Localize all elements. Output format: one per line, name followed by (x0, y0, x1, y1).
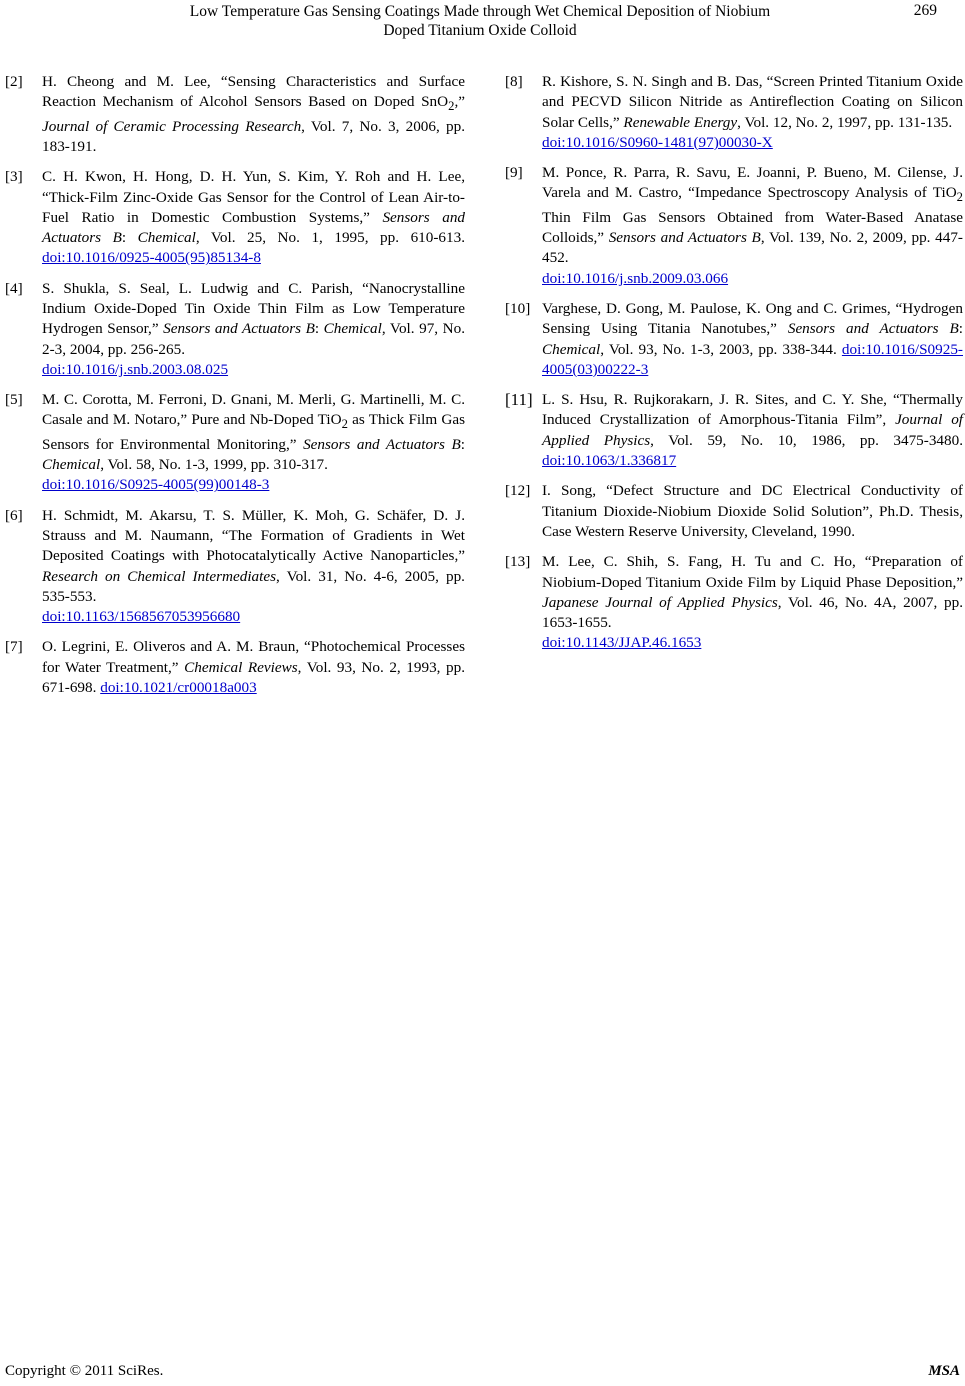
reference-text: H. Schmidt, M. Akarsu, T. S. Müller, K. Moh, G. Schäfer, D. J. Strauss and M. Naumann, “The Formation of Gradients in Wet Deposited Coatings with Photocatalytically Active Nanoparticles,” (42, 506, 465, 565)
journal-section: Chemical (42, 456, 101, 474)
doi-link[interactable]: doi:10.1063/1.336817 (542, 452, 677, 470)
reference-number: [12] (505, 482, 531, 500)
reference-text: ,” (454, 93, 465, 111)
reference-number: [8] (505, 73, 523, 90)
reference-text: R. Kishore, S. N. Singh and B. Das, “Screen Printed Titanium Oxide and PECVD Silicon Nitride as Antireflection Coating on Silicon Solar Cells,” (542, 73, 963, 131)
journal-name: Sensors and Actuators B (787, 320, 959, 338)
separator: : (121, 229, 138, 247)
reference-number: [2] (5, 73, 23, 90)
reference-2 (5, 72, 465, 157)
journal-name: Journal of Ceramic Processing Research (42, 117, 302, 135)
doi-link[interactable]: doi:10.1163/1568567053956680 (42, 608, 241, 626)
journal-name: Journal of Applied Physics (542, 411, 964, 449)
reference-7 (5, 637, 465, 698)
reference-number: [13] (505, 553, 531, 571)
journal-section: Chemical (542, 340, 601, 358)
journal-name: Sensors and Actuators B (163, 320, 315, 338)
doi-link[interactable]: doi:10.1016/j.snb.2003.08.025 (42, 360, 229, 378)
references-left-column (5, 72, 465, 708)
separator: : (460, 435, 465, 453)
doi-link[interactable]: doi:10.1016/S0960-1481(97)00030-X (542, 133, 773, 151)
reference-number: [5] (5, 391, 23, 409)
reference-9 (505, 163, 963, 289)
journal-section: Chemical (137, 229, 196, 247)
page-number: 269 (913, 2, 937, 19)
reference-details: , Vol. 31, No. 4-6, 2005, pp. 535-553. (42, 567, 465, 605)
journal-name: Japanese Journal of Applied Physics (542, 593, 778, 611)
doi-link[interactable]: doi:10.1143/JJAP.46.1653 (542, 634, 702, 652)
copyright-notice: Copyright © 2011 SciRes. (5, 1363, 164, 1379)
reference-5 (5, 390, 465, 496)
page-header (0, 0, 965, 44)
reference-13 (505, 552, 963, 653)
reference-details: , Vol. 59, No. 10, 1986, pp. 3475-3480. (650, 431, 963, 449)
running-title-line1: Low Temperature Gas Sensing Coatings Made through Wet Chemical Deposition of Niobium (189, 3, 771, 20)
doi-link[interactable]: doi:10.1016/0925-4005(95)85134-8 (42, 249, 261, 267)
reference-8 (505, 72, 963, 153)
subscript: 2 (448, 99, 455, 114)
reference-number: [3] (5, 168, 23, 186)
reference-12 (505, 481, 963, 542)
doi-link[interactable]: doi:10.1021/cr00018a003 (100, 679, 257, 697)
reference-number: [10] (505, 300, 531, 317)
reference-details: , Vol. 12, No. 2, 1997, pp. 131-135. (737, 113, 953, 131)
reference-details: , Vol. 93, No. 1-3, 2003, pp. 338-344. (600, 340, 842, 358)
journal-abbreviation: MSA (928, 1363, 960, 1379)
reference-number: [6] (5, 506, 23, 524)
reference-text: C. H. Kwon, H. Hong, D. H. Yun, S. Kim, Y. Roh and H. Lee, “Thick-Film Zinc-Oxide Gas Sensor for the Control of Lean Air-to-Fuel Ratio in Domestic Combustion Systems,” (42, 168, 465, 226)
reference-text: as Thick Film Gas Sensors for Environmental Monitoring,” (42, 411, 465, 453)
reference-text: M. Ponce, R. Parra, R. Savu, E. Joanni, P. Bueno, M. Cilense, J. Varela and M. Castro, “Impedance Spectroscopy Analysis of TiO (542, 164, 963, 202)
reference-text: Varghese, D. Gong, M. Paulose, K. Ong and C. Grimes, “Hydrogen Sensing Using Titania Nanotubes,” (542, 300, 963, 338)
reference-details: , Vol. 93, No. 2, 1993, pp. 671-698. (42, 658, 465, 697)
separator: : (958, 320, 963, 338)
reference-text: S. Shukla, S. Seal, L. Ludwig and C. Parish, “Nanocrystalline Indium Oxide-Doped Tin Oxide Thin Film as Low Temperature Hydrogen Sensor,” (42, 279, 465, 338)
reference-text: I. Song, “Defect Structure and DC Electrical Conductivity of Titanium Dioxide-Niobium Dioxide Solid Solution”, Ph.D. Thesis, Case Western Reserve University, Cleveland, 1990. (542, 482, 963, 540)
reference-text: L. S. Hsu, R. Rujkorakarn, J. R. Sites, and C. Y. She, “Thermally Induced Crystallization of Amorphous-Titania Film”, (542, 391, 963, 429)
reference-text: M. C. Corotta, M. Ferroni, D. Gnani, M. Merli, G. Martinelli, M. C. Casale and M. Notaro,” Pure and Nb-Doped TiO (42, 391, 465, 429)
journal-name: Sensors and Actuators B (303, 435, 461, 453)
reference-text: M. Lee, C. Shih, S. Fang, H. Tu and C. Ho, “Preparation of Niobium-Doped Titanium Oxide Film by Liquid Phase Deposition,” (542, 553, 963, 591)
reference-4 (5, 279, 465, 380)
separator: : (314, 320, 324, 338)
journal-section: Chemical (323, 320, 382, 338)
journal-name: Chemical Reviews (184, 658, 298, 676)
reference-details: , Vol. 7, No. 3, 2006, pp. 183-191. (42, 117, 466, 155)
reference-11 (505, 390, 963, 471)
reference-text: H. Cheong and M. Lee, “Sensing Characteristics and Surface Reaction Mechanism of Alcohol Sensors Based on Doped SnO (42, 73, 465, 111)
reference-number: [9] (505, 164, 523, 182)
journal-name: Renewable Energy (623, 113, 738, 131)
references-right-column (505, 72, 963, 664)
running-title-line2: Doped Titanium Oxide Colloid (383, 22, 577, 39)
reference-details: , Vol. 25, No. 1, 1995, pp. 610-613. (195, 229, 465, 247)
doi-link[interactable]: doi:10.1016/S0925-4005(99)00148-3 (42, 476, 270, 494)
reference-details: , Vol. 97, No. 2-3, 2004, pp. 256-265. (42, 320, 465, 358)
reference-number: [7] (5, 638, 23, 656)
subscript: 2 (956, 190, 963, 205)
reference-10 (505, 299, 963, 380)
reference-6 (5, 506, 465, 628)
running-title (100, 2, 860, 40)
doi-link[interactable]: doi:10.1016/S0925-4005(03)00222-3 (542, 340, 963, 378)
reference-details: , Vol. 139, No. 2, 2009, pp. 447-452. (542, 229, 963, 267)
journal-name: Research on Chemical Intermediates (42, 567, 276, 585)
reference-3 (5, 167, 465, 268)
journal-name: Sensors and Actuators B (42, 208, 466, 247)
reference-number: [4] (5, 279, 23, 297)
journal-name: Sensors and Actuators B (608, 229, 761, 247)
reference-number: [11] (505, 390, 533, 410)
reference-text: Thin Film Gas Sensors Obtained from Water-Based Anatase Colloids,” (542, 208, 963, 247)
doi-link[interactable]: doi:10.1016/j.snb.2009.03.066 (542, 269, 729, 287)
reference-details: , Vol. 58, No. 1-3, 1999, pp. 310-317. (100, 456, 328, 474)
reference-text: O. Legrini, E. Oliveros and A. M. Braun, “Photochemical Processes for Water Treatment,” (42, 638, 465, 676)
subscript: 2 (341, 417, 348, 432)
reference-details: , Vol. 46, No. 4A, 2007, pp. 1653-1655. (542, 593, 963, 632)
